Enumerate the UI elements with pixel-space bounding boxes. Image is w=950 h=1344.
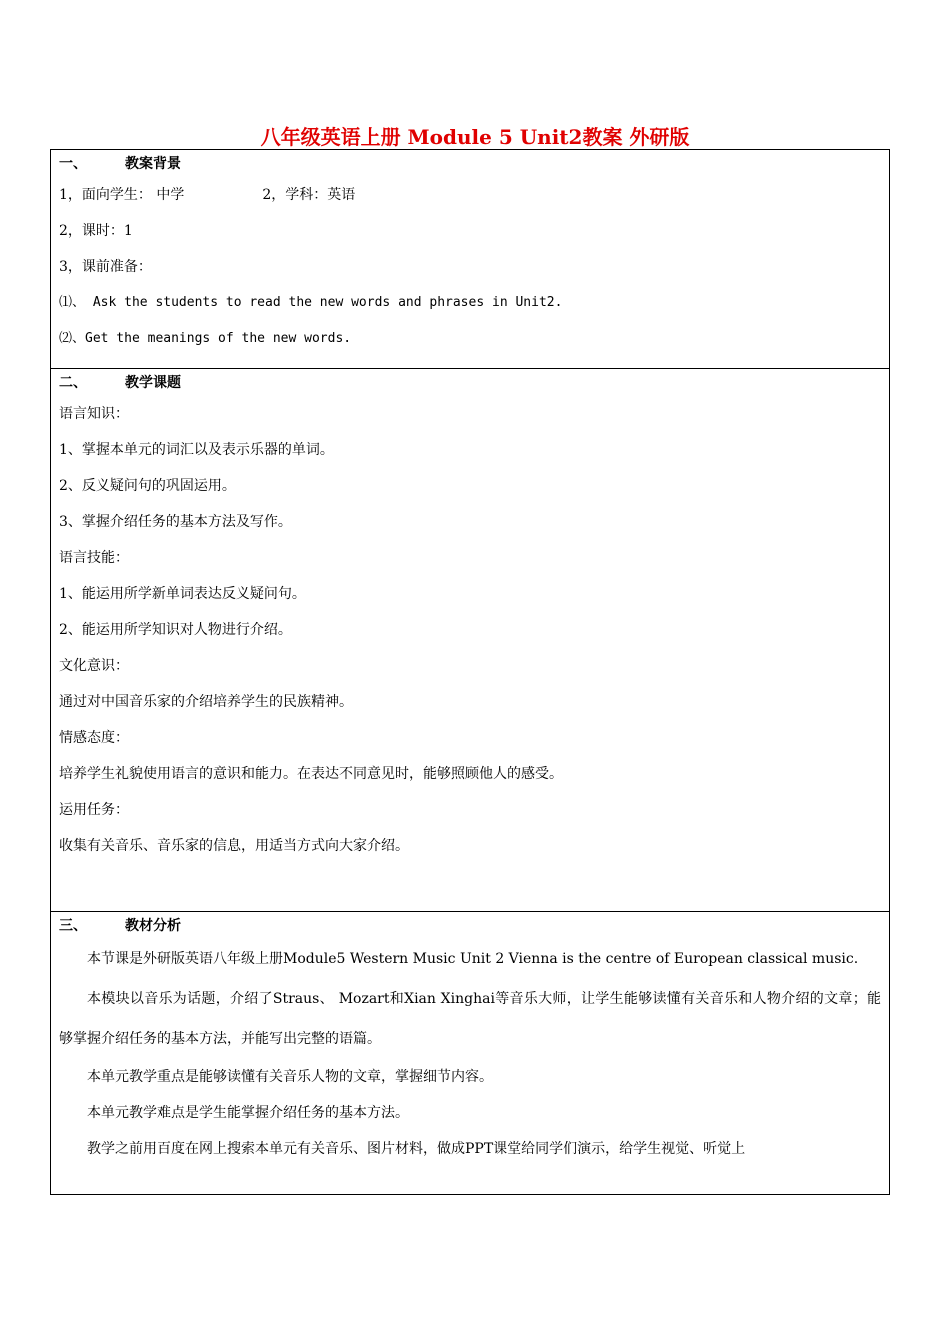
section-title: 教学课题 (125, 375, 181, 391)
lesson-plan-table (50, 149, 890, 1195)
text-line: 运用任务： (59, 802, 129, 818)
document-title: 八年级英语上册 Module 5 Unit2教案 外研版 (260, 125, 690, 149)
section-background (51, 151, 889, 369)
paragraph: 教学之前用百度在网上搜索本单元有关音乐、图片材料，做成PPT课堂给同学们演示，给学生视觉、听觉上 (87, 1141, 746, 1157)
text-line: 通过对中国音乐家的介绍培养学生的民族精神。 (59, 694, 353, 710)
section-number: 三、 (59, 918, 87, 934)
paragraph: 本单元教学难点是学生能掌握介绍任务的基本方法。 (87, 1105, 409, 1121)
section-number: 二、 (59, 375, 87, 391)
section-heading (59, 151, 881, 177)
text-line: 3、掌握介绍任务的基本方法及写作。 (59, 514, 292, 530)
section-material-analysis (51, 913, 889, 1195)
paragraph: 本节课是外研版英语八年级上册Module5 Western Music Unit 2 Vienna is the centre of European classical music. (87, 951, 859, 967)
text-line: 情感态度： (59, 730, 129, 746)
class-hours: 2，课时：1 (59, 223, 133, 239)
text-line: 语言技能： (59, 550, 129, 566)
preparation-item-1: ⑴、 Ask the students to read the new words and phrases in Unit2. (59, 295, 563, 310)
text-line: 收集有关音乐、音乐家的信息，用适当方式向大家介绍。 (59, 838, 409, 854)
section-heading (59, 370, 881, 396)
preparation-item-2: ⑵、Get the meanings of the new words. (59, 331, 352, 346)
section-title: 教案背景 (125, 156, 181, 172)
section-title: 教材分析 (125, 918, 181, 934)
text-line: 文化意识： (59, 658, 129, 674)
section-heading (59, 913, 881, 939)
text-line: 培养学生礼貌使用语言的意识和能力。在表达不同意见时，能够照顾他人的感受。 (59, 766, 563, 782)
section-topic (51, 370, 889, 912)
text-line: 1、能运用所学新单词表达反义疑问句。 (59, 586, 306, 602)
text-line: 2、能运用所学知识对人物进行介绍。 (59, 622, 292, 638)
students-subject-line (59, 177, 881, 213)
paragraph: 本模块以音乐为话题，介绍了Straus、 Mozart和Xian Xinghai等音乐大师，让学生能够读懂有关音乐和人物介绍的文章；能够掌握介绍任务的基本方法，并能写出完整的语篇。 (59, 991, 881, 1047)
text-line: 语言知识： (59, 406, 129, 422)
section-number: 一、 (59, 156, 87, 172)
text-line: 1、掌握本单元的词汇以及表示乐器的单词。 (59, 442, 334, 458)
paragraph: 本单元教学重点是能够读懂有关音乐人物的文章，掌握细节内容。 (87, 1069, 493, 1085)
preparation-label: 3，课前准备： (59, 259, 152, 275)
target-students: 1，面向学生： 中学 (59, 187, 185, 203)
subject: 2，学科：英语 (262, 187, 356, 203)
text-line: 2、反义疑问句的巩固运用。 (59, 478, 236, 494)
